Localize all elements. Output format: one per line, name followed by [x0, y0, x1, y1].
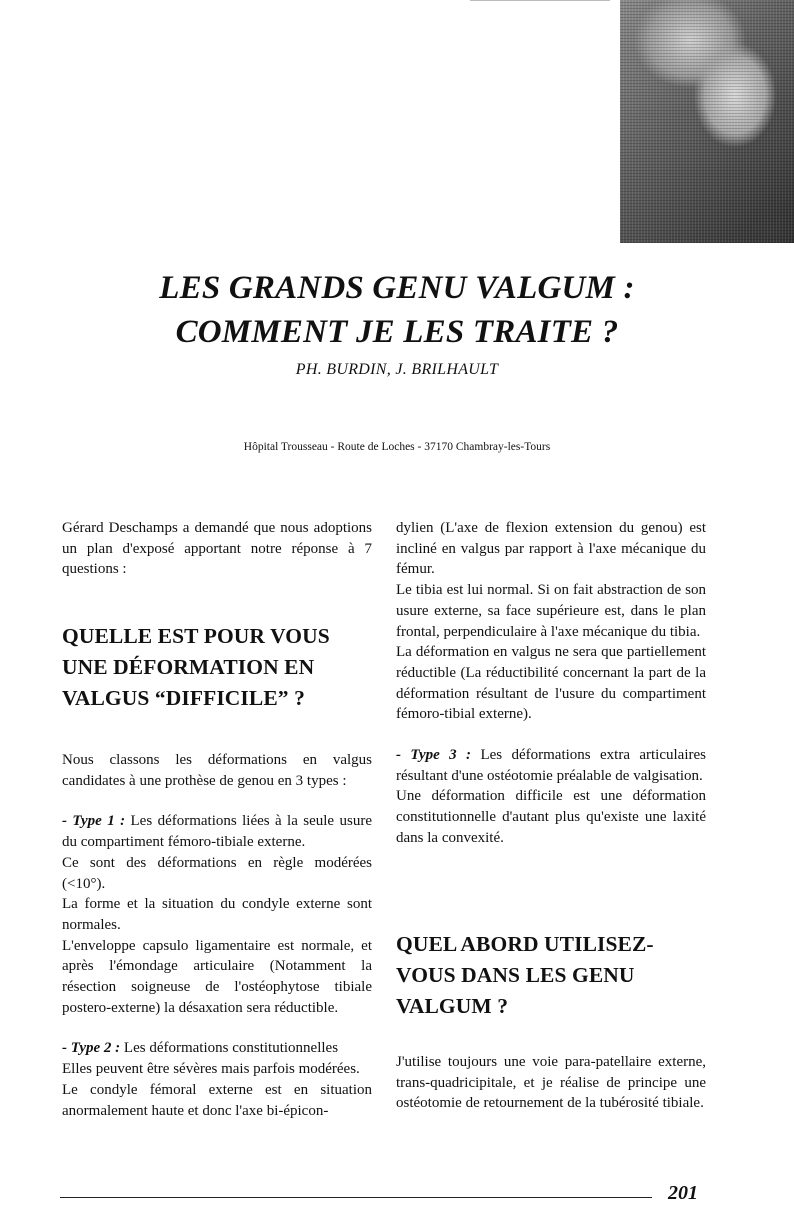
type1-label: - Type 1 :: [62, 813, 126, 830]
paragraph-r3: La déformation en valgus ne sera que partiellement réductible (La réductibilité concernant la part de la déformation résultant de l'usure du compartiment fémoro-tibial externe).: [396, 644, 706, 723]
title-line-1: LES GRANDS GENU VALGUM :: [159, 270, 635, 306]
paragraph-p3: La forme et la situation du condyle externe sont normales.: [62, 896, 372, 933]
paragraph-r1: dylien (L'axe de flexion extension du genou) est incliné en valgus par rapport à l'axe mécanique du fémur.: [396, 520, 706, 578]
right-body-top: [396, 518, 706, 849]
right-body-bottom: [396, 1052, 706, 1114]
paragraph-r5: J'utilise toujours une voie para-patellaire externe, trans-quadricipitale, et je réalise de principe une ostéotomie de retournement de la tubérosité tibiale.: [396, 1054, 706, 1112]
classification-paragraph: Nous classons les déformations en valgus candidates à une prothèse de genou en 3 types :: [62, 752, 372, 789]
type2-paragraph: [62, 1038, 372, 1059]
article-title: [0, 266, 794, 354]
author-photo: [620, 0, 794, 243]
left-body: [62, 750, 372, 1121]
title-line-2: COMMENT JE LES TRAITE ?: [175, 314, 619, 350]
right-heading-block: [396, 929, 696, 1022]
top-edge-line: [470, 0, 610, 1]
paragraph-p2: Ce sont des déformations en règle modérées (<10°).: [62, 854, 372, 892]
paragraph-r2: Le tibia est lui normal. Si on fait abstraction de son usure externe, sa face supérieure est, dans le plan frontal, perpendiculaire à l'axe mécanique du tibia.: [396, 582, 706, 640]
type1-text: Les déformations liées à la seule usure du compartiment fémoro-tibiale externe.: [62, 813, 372, 851]
section-heading-2: QUEL ABORD UTILISEZ-VOUS DANS LES GENU VALGUM ?: [396, 932, 654, 1018]
section-heading-1: QUELLE EST POUR VOUS UNE DÉFORMATION EN VALGUS “DIFFICILE” ?: [62, 624, 330, 710]
paragraph-p5: Elles peuvent être sévères mais parfois modérées.: [62, 1061, 360, 1078]
affiliation: Hôpital Trousseau - Route de Loches - 37170 Chambray-les-Tours: [243, 441, 551, 453]
type2-text: Les déformations constitutionnelles: [120, 1040, 339, 1057]
type2-label: - Type 2 :: [62, 1040, 121, 1057]
type3-label: - Type 3 :: [396, 747, 472, 764]
authors: PH. BURDIN, J. BRILHAULT: [295, 361, 499, 378]
type1-paragraph: [62, 811, 372, 852]
paragraph-r4: Une déformation difficile est une déformation constitutionnelle d'autant plus qu'existe une laxité dans la convexité.: [396, 788, 706, 846]
paragraph-p4: L'enveloppe capsulo ligamentaire est normale, et après l'émondage articulaire (Notamment la résection soigneuse de l'ostéophytose tibiale postero-externe) la désaxation sera réductible.: [62, 937, 372, 1016]
footer-rule: [60, 1197, 652, 1198]
left-heading-block: [62, 621, 367, 714]
type3-text: Les déformations extra articulaires résultant d'une ostéotomie préalable de valgisation.: [396, 747, 706, 784]
type3-paragraph: [396, 745, 706, 786]
intro-paragraph: Gérard Deschamps a demandé que nous adoptions un plan d'exposé apportant notre réponse à 7 questions :: [62, 520, 372, 578]
left-intro: [62, 518, 372, 580]
page-number: 201: [668, 1182, 698, 1204]
paragraph-p6: Le condyle fémoral externe est en situation anormalement haute et donc l'axe bi-épicon-: [62, 1081, 372, 1119]
